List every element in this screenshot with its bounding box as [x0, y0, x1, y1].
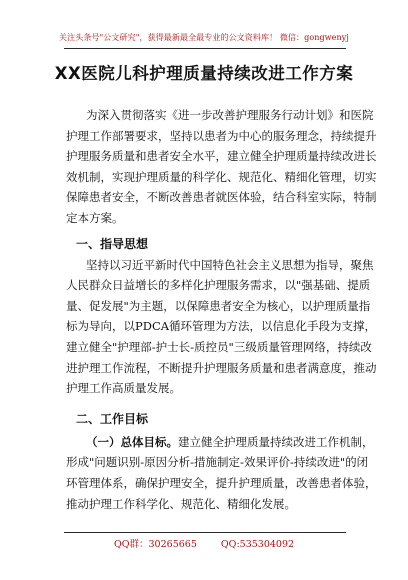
- footer: [0, 536, 408, 550]
- section2-line: 形成"问题识别-原因分析-措施制定-效果评价-持续改进"的闭: [66, 455, 369, 470]
- document-body: [66, 105, 377, 514]
- intro-line: 护理工作部署要求，坚持以患者为中心的服务理念，持续提升: [66, 128, 377, 143]
- section2-first-line: [66, 432, 374, 453]
- section-heading-guiding-ideology: 一、指导思想: [76, 236, 149, 251]
- section-heading-work-goals: 二、工作目标: [76, 411, 149, 426]
- document-title: XX医院儿科护理质量持续改进工作方案: [54, 64, 354, 83]
- section2-line: 环管理体系，确保护理安全，提升护理质量，改善患者体验，: [66, 475, 377, 490]
- header-divider: [64, 48, 346, 49]
- section1-line: 标为导向，以PDCA循环管理为方法，以信息化手段为支撑，: [66, 319, 377, 334]
- footer-qq-group: QQ群：30265665: [113, 539, 197, 550]
- header-banner: 关注头条号"公文研究"，获得最新最全最专业的公文资料库！ 微信：gongwenyj: [59, 33, 349, 42]
- intro-line: 效机制，实现护理质量的科学化、规范化、精细化管理，切实: [66, 169, 377, 184]
- section1-line: 量、促发展"为主题，以保障患者安全为核心，以护理质量指: [66, 298, 371, 313]
- section2-line-text: 建立健全护理质量持续改进工作机制，: [178, 434, 374, 449]
- section1-line: 护理工作高质量发展。: [66, 381, 181, 396]
- section1-line: 人民群众日益增长的多样化护理服务需求，以"强基础、提质: [66, 278, 371, 293]
- footer-divider: [64, 532, 346, 533]
- subsection-label-overall-goal: （一）总体目标。: [86, 434, 178, 449]
- intro-line: 保障患者安全，不断改善患者就医体验，结合科室实际，特制: [66, 190, 377, 205]
- intro-line: 定本方案。: [66, 210, 124, 225]
- section2-line: 推动护理工作科学化、规范化、精细化发展。: [66, 496, 296, 511]
- intro-line: 为深入贯彻落实《进一步改善护理服务行动计划》和医院: [86, 108, 374, 122]
- section1-line: 坚持以习近平新时代中国特色社会主义思想为指导，聚焦: [86, 257, 374, 272]
- section1-line: 建立健全"护理部-护士长-质控员"三级质量管理网络，持续改: [66, 339, 372, 354]
- section1-line: 进护理工作流程，不断提升护理服务质量和患者满意度，推动: [66, 360, 377, 375]
- intro-line: 护理服务质量和患者安全水平，建立健全护理质量持续改进长: [66, 149, 377, 164]
- footer-qq: QQ:535304092: [220, 539, 295, 550]
